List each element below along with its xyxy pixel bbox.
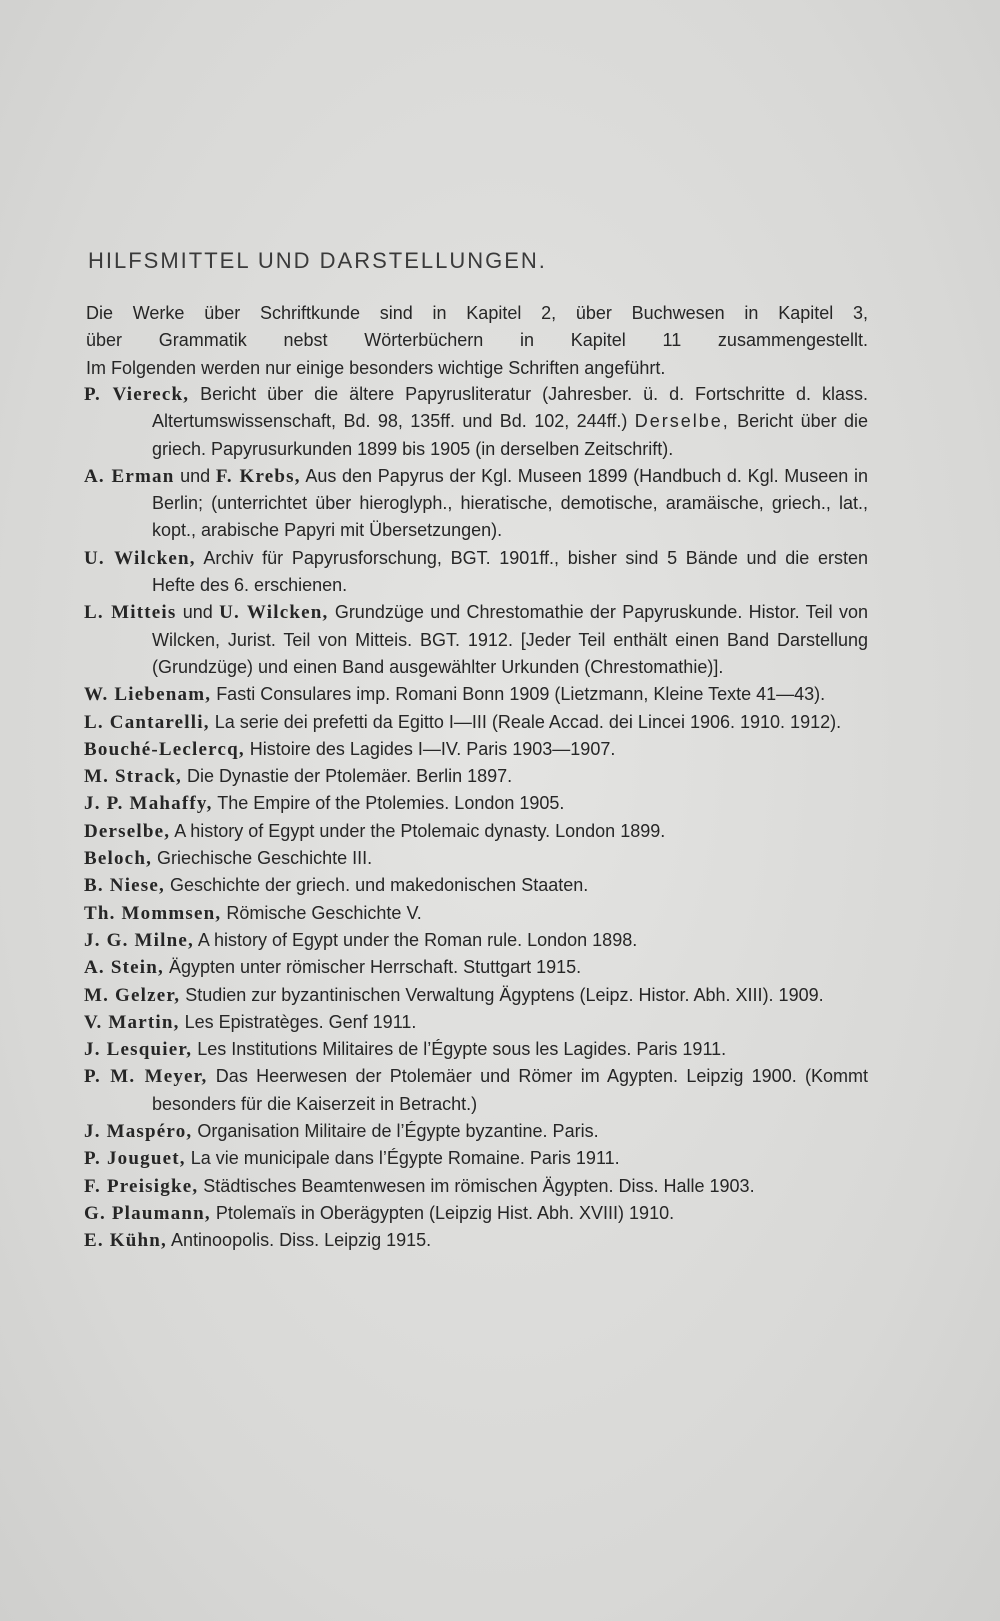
entry-author: Derselbe, xyxy=(84,820,171,842)
intro-line: über Grammatik nebst Wörterbüchern in Kapitel 11 zusammengestellt. xyxy=(86,330,868,351)
entry-text: und xyxy=(176,602,220,623)
bibliography-entry xyxy=(84,845,868,872)
bibliography-entry xyxy=(84,900,868,927)
entry-author: P. Viereck, xyxy=(84,384,190,405)
entry-text: Bericht über die ältere Papyrusliteratur (Jahresber. ü. d. Fortschritte d. klass. Altertumswissenschaft, Bd. 98, 135ff. und Bd. 102, 244ff.) xyxy=(152,384,868,432)
bibliography-entry xyxy=(84,1063,868,1118)
bibliography-entry xyxy=(84,954,868,981)
bibliography-entry xyxy=(84,463,868,545)
entry-text: und xyxy=(174,465,216,486)
entry-text: Ptolemaïs in Oberägypten (Leipzig Hist. Abh. XVIII) 1910. xyxy=(210,1202,675,1223)
entry-author: J. Maspéro, xyxy=(84,1121,193,1143)
entry-author: E. Kühn, xyxy=(84,1230,168,1252)
bibliography-entry xyxy=(84,982,868,1009)
bibliography-entry xyxy=(84,681,868,708)
entry-text: A history of Egypt under the Ptolemaic dynasty. London 1899. xyxy=(170,820,666,841)
entry-text: Ägypten unter römischer Herrschaft. Stuttgart 1915. xyxy=(163,957,582,978)
entry-author: J. P. Mahaffy, xyxy=(84,793,213,815)
entry-text: The Empire of the Ptolemies. London 1905. xyxy=(212,793,565,814)
bibliography-entry xyxy=(84,872,868,899)
bibliography-entry xyxy=(84,1118,868,1145)
bibliography-entry xyxy=(84,599,868,681)
entry-author: L. Mitteis xyxy=(84,602,177,624)
entry-author: J. G. Milne, xyxy=(84,929,194,951)
page-title: HILFSMITTEL UND DARSTELLUNGEN. xyxy=(88,248,547,273)
entry-text: Griechische Geschichte III. xyxy=(152,848,373,869)
entry-text: La vie municipale dans l’Égypte Romaine. Paris 1911. xyxy=(185,1148,620,1169)
entry-text: Aus den Papyrus der Kgl. Museen 1899 (Handbuch d. Kgl. Museen in Berlin; (unterrichtet über hieroglyph., hieratische, demotische, aramäische, griech., lat., kopt., arabische Papyri mit Übersetzungen). xyxy=(152,465,868,541)
entry-author: F. Preisigke, xyxy=(84,1175,199,1197)
entry-author: A. Erman xyxy=(84,465,175,487)
entry-text: Römische Geschichte V. xyxy=(221,902,422,923)
entry-text: A history of Egypt under the Roman rule. London 1898. xyxy=(193,929,638,950)
entry-author: P. Jouguet, xyxy=(84,1148,186,1170)
entry-text: La serie dei prefetti da Egitto I—III (Reale Accad. dei Lincei 1906. 1910. 1912). xyxy=(209,711,842,732)
bibliography-entry xyxy=(84,790,868,817)
entry-text: Das Heerwesen der Ptolemäer und Römer im Agypten. Leipzig 1900. (Kommt besonders für die Kaiserzeit in Betracht.) xyxy=(152,1066,868,1114)
entry-author: Bouché-Leclercq, xyxy=(84,738,245,760)
entry-author: G. Plaumann, xyxy=(84,1202,211,1224)
bibliography-entry xyxy=(84,1200,868,1227)
bibliography-entry xyxy=(84,1145,868,1172)
entry-text: Grundzüge und Chrestomathie der Papyruskunde. Histor. Teil von Wilcken, Jurist. Teil von Mitteis. BGT. 1912. [Jeder Teil enthält einen Band Darstellung (Grundzüge) und einen Band ausgewählter Urkunden (Chrestomathie)]. xyxy=(152,602,868,677)
entry-author: V. Martin, xyxy=(84,1011,180,1033)
entry-text: Organisation Militaire de l’Égypte byzantine. Paris. xyxy=(192,1121,599,1142)
entry-text: Geschichte der griech. und makedonischen Staaten. xyxy=(164,875,589,896)
bibliography-entry xyxy=(84,1009,868,1036)
entry-text: Antinoopolis. Diss. Leipzig 1915. xyxy=(167,1230,432,1251)
bibliography-entry xyxy=(84,736,868,763)
bibliography-entry xyxy=(84,381,868,463)
bibliography-entry xyxy=(84,927,868,954)
entry-text: Fasti Consulares imp. Romani Bonn 1909 (Lietzmann, Kleine Texte 41—43). xyxy=(211,684,826,705)
entry-coauthor: Derselbe, xyxy=(634,411,730,432)
entry-author: Th. Mommsen, xyxy=(84,902,222,924)
entry-text: Histoire des Lagides I—IV. Paris 1903—1907. xyxy=(244,738,616,759)
intro-line: Im Folgenden werden nur einige besonders wichtige Schriften angeführt. xyxy=(86,357,666,378)
entry-text: Les Institutions Militaires de l’Égypte sous les Lagides. Paris 1911. xyxy=(192,1039,727,1060)
entry-text: Studien zur byzantinischen Verwaltung Ägyptens (Leipz. Histor. Abh. XIII). 1909. xyxy=(180,984,824,1005)
bibliography-list xyxy=(84,381,868,1255)
entry-author: J. Lesquier, xyxy=(84,1039,193,1061)
intro-paragraph xyxy=(86,300,868,382)
entry-text: Städtisches Beamtenwesen im römischen Ägypten. Diss. Halle 1903. xyxy=(198,1175,755,1196)
intro-line: Die Werke über Schriftkunde sind in Kapitel 2, über Buchwesen in Kapitel 3, xyxy=(86,303,868,323)
bibliography-entry xyxy=(84,1036,868,1063)
entry-coauthor: F. Krebs, xyxy=(215,465,301,487)
entry-author: M. Gelzer, xyxy=(84,984,181,1006)
entry-text: Les Epistratèges. Genf 1911. xyxy=(179,1011,417,1032)
entry-author: B. Niese, xyxy=(84,875,165,897)
bibliography-entry xyxy=(84,709,868,736)
entry-text: Bericht über die griech. Papyrusurkunden 1899 bis 1905 (in derselben Zeitschrift). xyxy=(152,411,869,459)
bibliography-entry xyxy=(84,1227,868,1254)
entry-coauthor: U. Wilcken, xyxy=(219,602,329,624)
entry-text: Archiv für Papyrusforschung, BGT. 1901ff., bisher sind 5 Bände und die ersten Hefte des 6. erschienen. xyxy=(152,547,869,596)
bibliography-entry xyxy=(84,763,868,790)
entry-text: Die Dynastie der Ptolemäer. Berlin 1897. xyxy=(182,766,513,787)
entry-author: P. M. Meyer, xyxy=(84,1066,208,1088)
entry-author: Beloch, xyxy=(84,848,153,870)
bibliography-entry xyxy=(84,818,868,845)
entry-author: W. Liebenam, xyxy=(84,684,212,706)
entry-author: A. Stein, xyxy=(84,957,164,979)
entry-author: U. Wilcken, xyxy=(84,547,196,569)
bibliography-entry xyxy=(84,545,868,600)
entry-author: M. Strack, xyxy=(84,766,183,788)
entry-author: L. Cantarelli, xyxy=(84,711,210,733)
bibliography-entry xyxy=(84,1173,868,1200)
